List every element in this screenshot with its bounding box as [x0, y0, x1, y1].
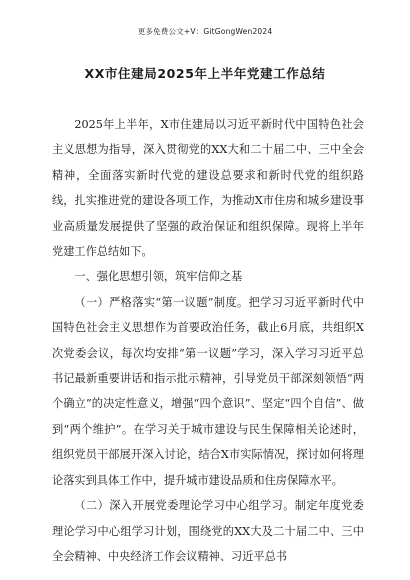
header-watermark: 更多免费公文+V：GitGongWen2024 — [137, 27, 273, 36]
intro-paragraph: 2025年上半年，X市住建局以习近平新时代中国特色社会主义思想为指导，深入贯彻党的XX大和二十届二中、三中全会精神，全面落实新时代党的建设总要求和新时代党的组织路线，扎实推进党的建设各项工作，为推动X市住房和城乡建设事业高质量发展提供了坚强的政治保证和组织保障。现将上半年党建工作总结如下。 — [52, 118, 364, 259]
document-body — [52, 112, 364, 569]
document-title: XX市住建局2025年上半年党建工作总结 — [84, 66, 326, 81]
body-paragraph: （二）深入开展党委理论学习中心组学习。制定年度党委理论学习中心组学习计划，围绕党的XX大及二十届二中、三中全会精神、中央经济工作会议精神、习近平总书 — [52, 499, 364, 563]
section-heading: 一、强化思想引领，筑牢信仰之基 — [74, 270, 243, 284]
body-paragraph: （一）严格落实“第一议题”制度。把学习习近平新时代中国特色社会主义思想作为首要政治任务，截止6月底，共组织X次党委会议，每次均安排“第一议题”学习，深入学习习近平总书记最新重要讲话和指示批示精神，引导党员干部深刻领悟“两个确立”的决定性意义，增强“四个意识”、坚定“四个自信”、做到“两个维护”。在学习关于城市建设与民生保障相关论述时，组织党员干部展开深入讨论，结合X市实际情况，探讨如何将理论落实到具体工作中，提升城市建设品质和住房保障水平。 — [52, 295, 364, 487]
